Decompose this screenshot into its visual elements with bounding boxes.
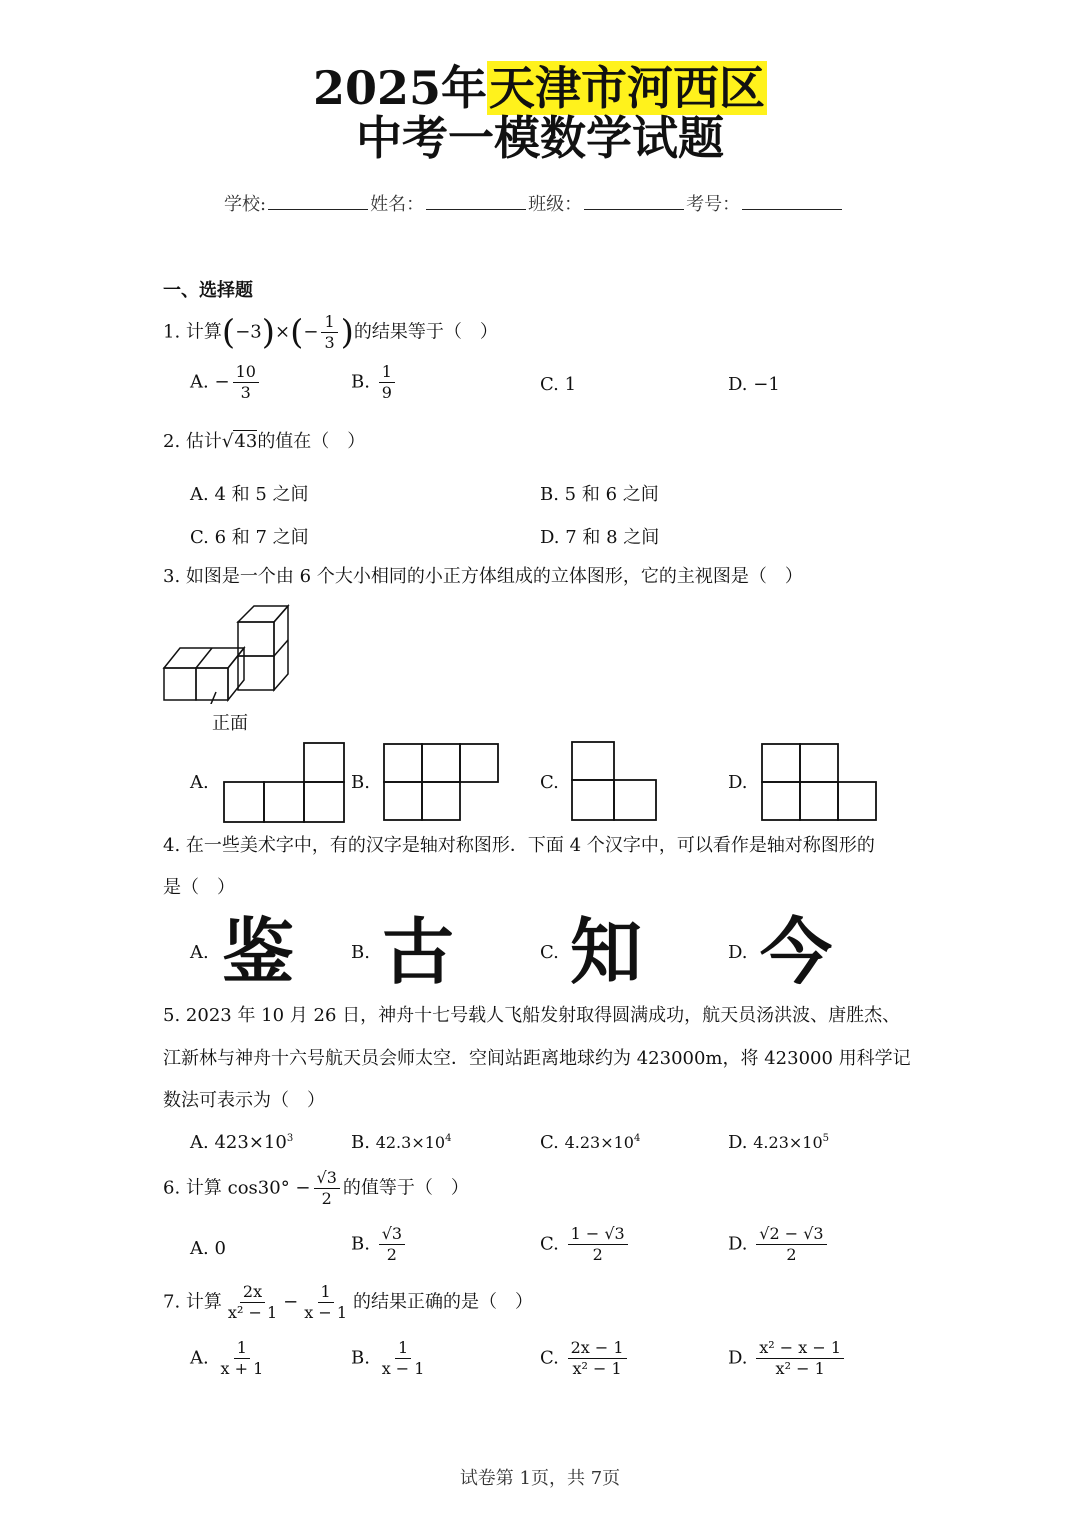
q1-option-a[interactable]: A. − $\frac{10}{3}$	[190, 362, 262, 403]
q1-neg: −	[303, 321, 319, 343]
q5-option-d[interactable]: D. $4.23\times 10^5$	[728, 1132, 830, 1153]
q2-option-c[interactable]: C. 6 和 7 之间	[190, 527, 309, 548]
q1-option-b[interactable]: B. $\frac{1}{9}$	[351, 362, 398, 403]
class-label: 班级：	[528, 194, 583, 215]
q3-3d-figure	[160, 604, 300, 704]
number-label: 考号：	[686, 194, 741, 215]
class-blank[interactable]	[584, 193, 684, 210]
section-heading: 一、选择题	[163, 280, 253, 301]
q1-times: ×	[275, 321, 291, 343]
q3-option-d-figure[interactable]	[760, 742, 880, 824]
question-5-line3: 数法可表示为（ ）	[163, 1090, 325, 1111]
q1-option-c[interactable]: C. 1	[540, 374, 577, 395]
q3-option-b-label[interactable]: B.	[351, 772, 370, 793]
q7-option-b[interactable]: B. $\frac{1}{x - 1}$	[351, 1338, 425, 1378]
q4-option-d-label[interactable]: D.	[728, 942, 748, 963]
name-blank[interactable]	[426, 193, 526, 210]
q7-option-d[interactable]: D. $\frac{\text{x² − x − 1}}{\text{x² − 1}}$	[728, 1338, 847, 1379]
q3-option-d-label[interactable]: D.	[728, 772, 748, 793]
q4-option-b-char[interactable]: 古	[382, 910, 455, 994]
q2-option-a[interactable]: A. 4 和 5 之间	[190, 484, 309, 505]
q1-term-a: −3	[235, 321, 262, 343]
q4-option-d-char[interactable]: 今	[760, 910, 833, 994]
q6-option-d[interactable]: D. $\frac{√2 - √3}{2}$	[728, 1224, 830, 1265]
q3-option-c-label[interactable]: C.	[540, 772, 559, 793]
q3-option-a-figure[interactable]	[222, 742, 346, 824]
school-blank[interactable]	[268, 193, 368, 210]
title-year: 2025年	[312, 61, 488, 115]
q1-number: 1.	[163, 321, 181, 343]
q4-option-c-char[interactable]: 知	[570, 910, 643, 994]
question-4-line2: 是（ ）	[163, 877, 235, 898]
q1-prefix: 计算	[185, 321, 222, 343]
q6-option-a[interactable]: A. 0	[190, 1238, 226, 1259]
question-1: 1. 计算(−3)×(− $\frac{1}{3}$ )的结果等于（ ）	[163, 312, 498, 353]
student-info-line	[224, 190, 844, 216]
q5-option-c[interactable]: C. $4.23\times 10^4$	[540, 1132, 641, 1153]
page-title-line2: 中考一模数学试题	[356, 111, 724, 165]
q1-suffix: 的结果等于（ ）	[353, 321, 498, 343]
q4-option-a-label[interactable]: A.	[190, 942, 209, 963]
number-blank[interactable]	[742, 193, 842, 210]
q4-option-a-char[interactable]: 鉴	[222, 910, 295, 994]
school-label: 学校:	[224, 194, 267, 215]
q2-option-b[interactable]: B. 5 和 6 之间	[540, 484, 659, 505]
q7-option-a[interactable]: A. $\frac{1}{x + 1}$	[190, 1338, 264, 1378]
question-4-line1: 4. 在一些美术字中，有的汉字是轴对称图形．下面 4 个汉字中，可以看作是轴对称图形的	[163, 835, 875, 856]
question-2: 2. 估计√43的值在（ ）	[163, 431, 366, 452]
q3-option-c-figure[interactable]	[570, 740, 662, 824]
page-footer: 试卷第 1页，共 7页	[459, 1468, 621, 1489]
question-3: 3. 如图是一个由 6 个大小相同的小正方体组成的立体图形，它的主视图是（ ）	[163, 566, 803, 587]
page-title-line1	[0, 62, 1080, 114]
title-highlight: 天津市河西区	[489, 61, 766, 115]
q4-option-b-label[interactable]: B.	[351, 942, 370, 963]
q3-option-b-figure[interactable]	[382, 742, 502, 824]
q3-front-label: 正面	[212, 713, 248, 734]
q4-option-c-label[interactable]: C.	[540, 942, 559, 963]
name-label: 姓名：	[370, 194, 425, 215]
q7-option-c[interactable]: C. $\frac{2x - 1}{\text{x² − 1}}$	[540, 1338, 630, 1379]
q1-option-d[interactable]: D. −1	[728, 374, 780, 395]
q2-radicand: 43	[234, 431, 258, 452]
question-5-line1: 5. 2023 年 10 月 26 日，神舟十七号载人飞船发射取得圆满成功，航天员汤洪波、唐胜杰、	[163, 1005, 901, 1026]
question-6: 6. 计算 cos30° − $\frac{√3}{2}$ 的值等于（ ）	[163, 1168, 469, 1208]
q2-option-d[interactable]: D. 7 和 8 之间	[540, 527, 660, 548]
q5-option-b[interactable]: B. $42.3\times 10^4$	[351, 1132, 452, 1153]
q5-option-a[interactable]: A. $423\times 10^3$	[190, 1132, 294, 1153]
q6-option-b[interactable]: B. $\frac{√3}{2}$	[351, 1224, 408, 1265]
q6-option-c[interactable]: C. $\frac{1 - √3}{2}$	[540, 1224, 631, 1265]
q1-fraction: $\frac{1}{3}$	[321, 312, 337, 353]
question-7: 7. 计算 $\frac{2x}{\text{x² − 1}}$ − $\frac{1}{x - 1}$ 的结果正确的是（ ）	[163, 1282, 533, 1322]
question-5-line2: 江新林与神舟十六号航天员会师太空．空间站距离地球约为 423000m，将 423000 用科学记	[163, 1048, 911, 1069]
q3-option-a-label[interactable]: A.	[190, 772, 209, 793]
